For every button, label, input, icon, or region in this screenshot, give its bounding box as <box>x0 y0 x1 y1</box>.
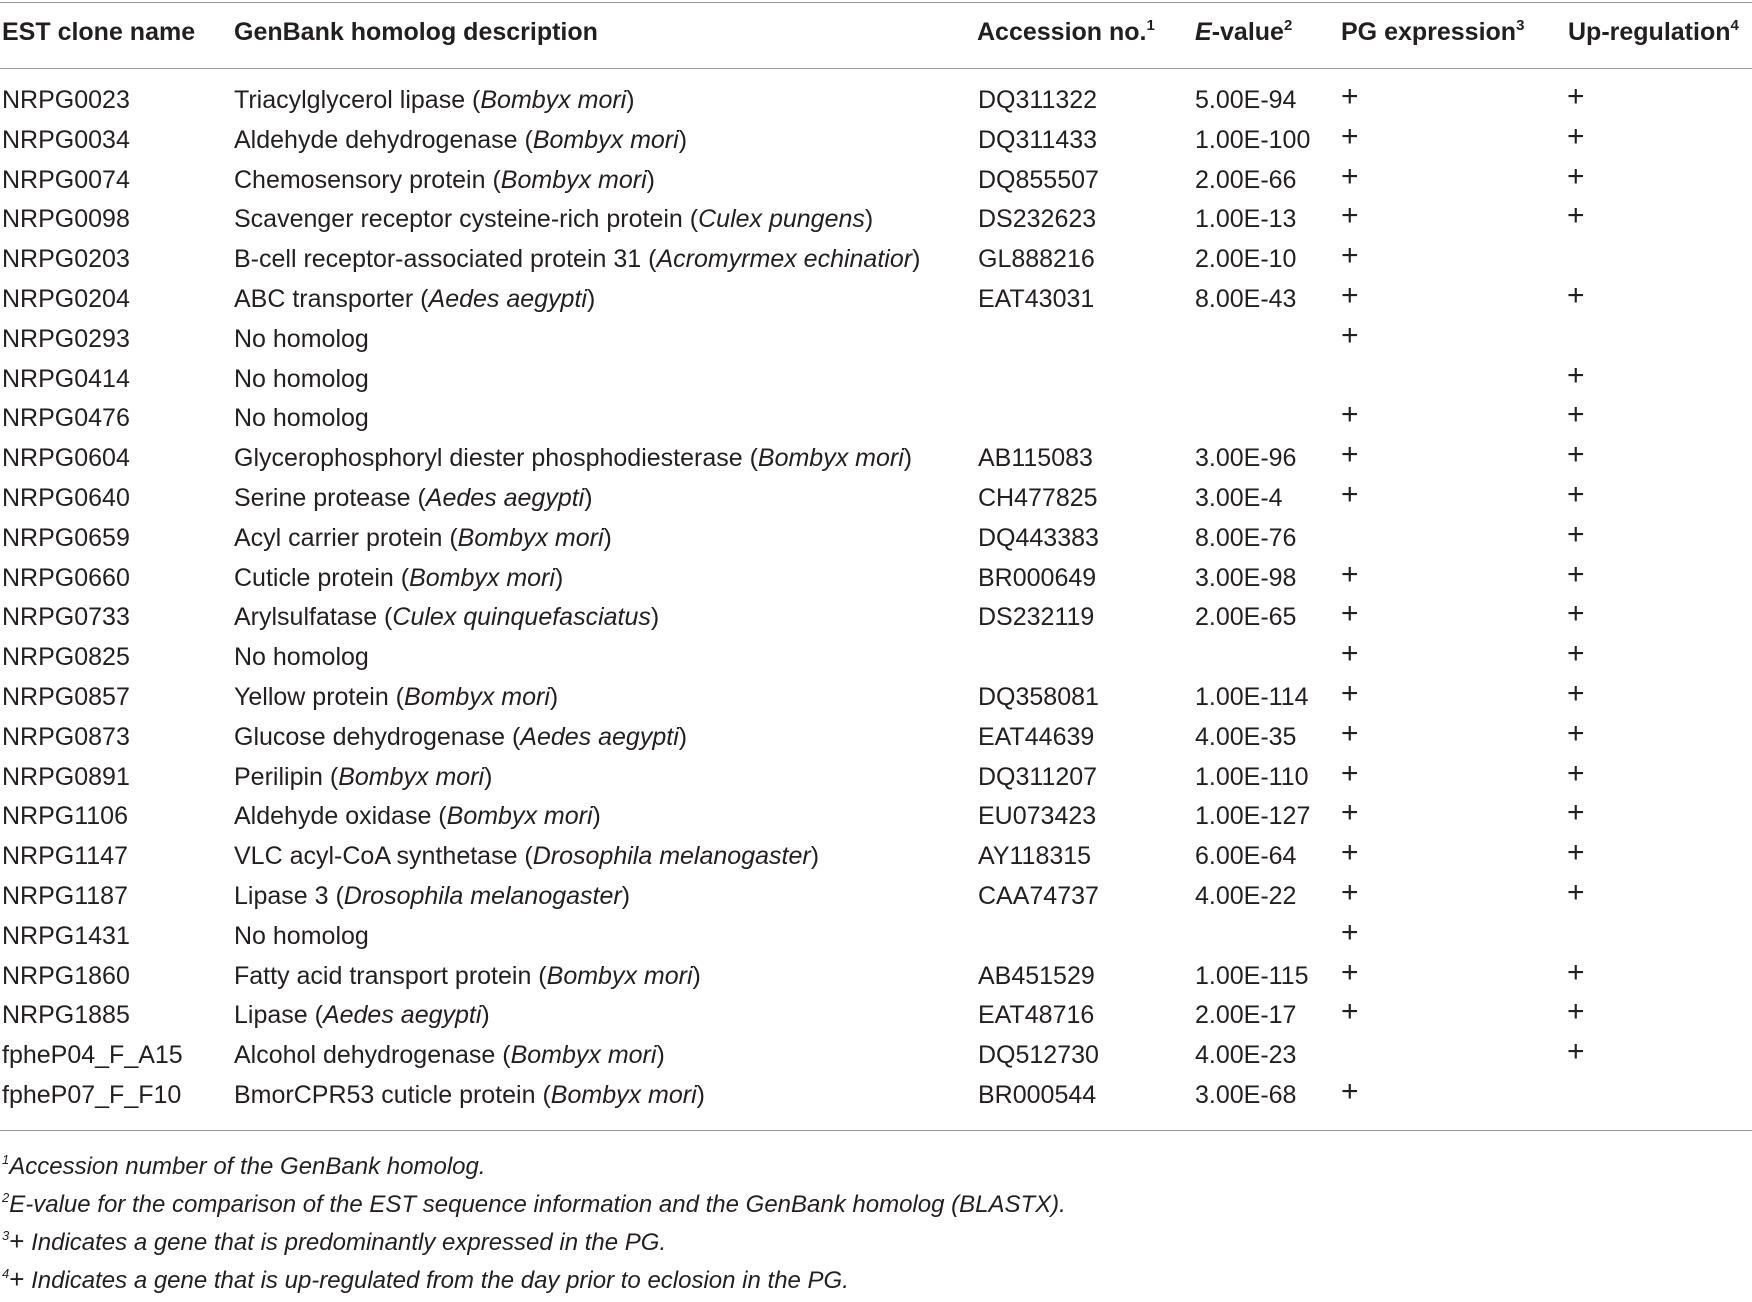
est-clone-name: NRPG0733 <box>2 603 130 632</box>
description-text: No homolog <box>234 921 369 950</box>
up-regulation-mark: + <box>1567 517 1585 551</box>
accession-number: AB451529 <box>978 961 1095 990</box>
up-regulation-mark: + <box>1567 875 1585 909</box>
description-text: Aldehyde oxidase ( <box>234 802 447 831</box>
est-clone-name: fpheP07_F_F10 <box>2 1080 182 1109</box>
description-text: No homolog <box>234 324 369 353</box>
species-name: Acromyrmex echinatior <box>656 245 913 274</box>
e-value: 2.00E-66 <box>1195 165 1297 194</box>
species-name: Bombyx mori <box>404 682 550 711</box>
description-close-paren: ) <box>554 563 564 592</box>
up-regulation-mark: + <box>1567 358 1585 392</box>
description-text: Cuticle protein ( <box>234 563 410 592</box>
homolog-description <box>234 1041 665 1070</box>
est-clone-name: NRPG0660 <box>2 563 130 592</box>
est-clone-name: NRPG0023 <box>2 86 130 114</box>
pg-expression-mark: + <box>1341 80 1359 113</box>
footnote <box>0 1264 1752 1302</box>
species-name: Culex quinquefasciatus <box>392 603 651 632</box>
e-value: 8.00E-76 <box>1195 523 1297 552</box>
e-value: 4.00E-35 <box>1195 722 1297 751</box>
up-regulation-mark: + <box>1567 477 1585 511</box>
species-name: Bombyx mori <box>409 563 555 592</box>
description-close-paren: ) <box>603 523 612 552</box>
accession-number: AY118315 <box>978 842 1092 871</box>
table-row <box>0 279 1752 319</box>
table-row <box>0 1075 1752 1115</box>
description-text: Arylsulfatase ( <box>234 603 393 632</box>
pg-expression-mark: + <box>1341 318 1359 352</box>
header-rule <box>0 68 1752 69</box>
est-clone-name: NRPG1431 <box>2 921 130 950</box>
est-clone-name: NRPG0476 <box>2 404 130 433</box>
pg-expression-mark: + <box>1341 796 1359 830</box>
homolog-description <box>234 444 912 473</box>
table-header <box>0 2 1752 68</box>
footnotes <box>0 1150 1752 1302</box>
description-text: ABC transporter ( <box>234 284 429 313</box>
table-row <box>0 916 1752 956</box>
header-e-value <box>1195 18 1292 47</box>
species-name: Bombyx mori <box>500 165 647 194</box>
e-value: 3.00E-4 <box>1195 483 1283 512</box>
header-up-regulation <box>1568 18 1739 47</box>
accession-number: BR000544 <box>978 1080 1097 1109</box>
description-close-paren: ) <box>656 1041 665 1070</box>
e-value: 1.00E-115 <box>1195 961 1309 990</box>
description-text: BmorCPR53 cuticle protein ( <box>234 1080 551 1109</box>
up-regulation-mark: + <box>1567 796 1585 830</box>
footnote <box>0 1188 1752 1226</box>
up-regulation-mark: + <box>1567 398 1585 432</box>
species-name: Bombyx mori <box>757 444 904 473</box>
header-est-clone-name: EST clone name <box>2 18 196 46</box>
pg-expression-mark: + <box>1341 637 1359 671</box>
species-name: Drosophila melanogaster <box>532 842 811 871</box>
est-clone-name: NRPG0293 <box>2 324 130 353</box>
e-value: 6.00E-64 <box>1195 842 1297 871</box>
accession-number: DQ358081 <box>978 682 1099 711</box>
homolog-description <box>234 763 492 792</box>
footnote-mark: 1 <box>2 1152 10 1167</box>
homolog-description <box>234 643 369 672</box>
table-row <box>0 677 1752 717</box>
table-row <box>0 478 1752 518</box>
est-clone-name: NRPG0659 <box>2 523 130 552</box>
footnote <box>0 1226 1752 1264</box>
accession-number: DQ512730 <box>978 1041 1099 1070</box>
species-name: Bombyx mori <box>338 762 485 791</box>
homolog-description <box>234 484 593 513</box>
e-value: 8.00E-43 <box>1195 284 1297 313</box>
footnote <box>0 1150 1752 1188</box>
up-regulation-mark: + <box>1567 159 1585 193</box>
accession-number: DQ443383 <box>978 523 1099 552</box>
description-close-paren: ) <box>646 165 655 194</box>
accession-number: EAT48716 <box>978 1001 1095 1030</box>
table-row <box>0 1035 1752 1075</box>
pg-expression-mark: + <box>1341 159 1359 193</box>
footnote-text: Accession number of the GenBank homolog. <box>9 1153 486 1180</box>
homolog-description <box>234 683 558 712</box>
header-accession-no <box>977 18 1155 47</box>
table-row <box>0 398 1752 438</box>
description-text: Yellow protein ( <box>234 682 405 711</box>
description-close-paren: ) <box>903 444 913 473</box>
species-name: Aedes aegypti <box>520 722 679 751</box>
accession-number: DQ311433 <box>978 125 1098 154</box>
description-close-paren: ) <box>586 284 596 313</box>
header-pg-label: PG expression <box>1341 18 1517 46</box>
e-value: 4.00E-22 <box>1195 881 1297 910</box>
homolog-description <box>234 245 920 274</box>
e-value: 2.00E-65 <box>1195 603 1297 632</box>
table-body <box>0 80 1752 1115</box>
accession-number: DQ855507 <box>978 165 1099 194</box>
up-regulation-mark: + <box>1567 80 1585 113</box>
description-text: Glycerophosphoryl diester phosphodiesterase ( <box>234 444 758 473</box>
accession-number: DQ311322 <box>978 86 1098 114</box>
table-row <box>0 637 1752 677</box>
pg-expression-mark: + <box>1341 438 1359 472</box>
e-value: 1.00E-13 <box>1195 205 1297 234</box>
e-value: 3.00E-98 <box>1195 563 1297 592</box>
e-value: 5.00E-94 <box>1195 86 1297 114</box>
species-name: Bombyx mori <box>457 523 604 552</box>
description-text: VLC acyl-CoA synthetase ( <box>234 842 533 871</box>
est-clone-name: NRPG0034 <box>2 125 130 154</box>
footnote-plus-symbol: + <box>9 1226 25 1256</box>
description-close-paren: ) <box>864 205 874 234</box>
header-up-footnote-mark: 4 <box>1730 17 1739 34</box>
e-value: 1.00E-100 <box>1195 125 1311 154</box>
est-clone-name: NRPG0098 <box>2 205 130 234</box>
homolog-description <box>234 205 873 234</box>
up-regulation-mark: + <box>1567 119 1585 153</box>
homolog-description <box>234 166 655 195</box>
e-value: 1.00E-110 <box>1195 762 1309 791</box>
homolog-description <box>234 126 687 155</box>
table-row <box>0 438 1752 478</box>
table-row <box>0 876 1752 916</box>
header-e-value-italic: E <box>1195 18 1212 46</box>
footnote-mark: 2 <box>2 1190 10 1205</box>
est-clone-name: NRPG1187 <box>2 881 128 910</box>
description-text: Perilipin ( <box>234 762 339 791</box>
pg-expression-mark: + <box>1341 955 1359 989</box>
description-text: No homolog <box>234 404 369 433</box>
pg-expression-mark: + <box>1341 199 1359 233</box>
species-name: Drosophila melanogaster <box>343 881 622 910</box>
pg-expression-mark: + <box>1341 119 1359 153</box>
accession-number: EAT43031 <box>978 284 1095 313</box>
up-regulation-mark: + <box>1567 995 1585 1029</box>
pg-expression-mark: + <box>1341 477 1359 511</box>
description-text: Lipase ( <box>234 1001 323 1030</box>
header-pg-footnote-mark: 3 <box>1516 17 1525 34</box>
description-close-paren: ) <box>696 1080 705 1109</box>
est-clone-name: NRPG0891 <box>2 762 130 791</box>
description-text: Fatty acid transport protein ( <box>234 961 547 990</box>
up-regulation-mark: + <box>1567 597 1585 631</box>
pg-expression-mark: + <box>1341 756 1359 790</box>
homolog-description <box>234 842 819 871</box>
e-value: 1.00E-127 <box>1195 802 1311 831</box>
est-clone-name: NRPG0604 <box>2 444 130 473</box>
e-value: 1.00E-114 <box>1195 682 1309 711</box>
description-close-paren: ) <box>484 762 493 791</box>
species-name: Bombyx mori <box>446 802 593 831</box>
e-value: 4.00E-23 <box>1195 1041 1297 1070</box>
pg-expression-mark: + <box>1341 557 1359 591</box>
description-text: Lipase 3 ( <box>234 881 344 910</box>
est-clone-name: NRPG0414 <box>2 364 130 393</box>
bottom-rule <box>0 1130 1752 1131</box>
table-row <box>0 717 1752 757</box>
description-close-paren: ) <box>549 682 559 711</box>
up-regulation-mark: + <box>1567 756 1585 790</box>
header-e-value-footnote-mark: 2 <box>1283 17 1293 34</box>
est-clone-name: fpheP04_F_A15 <box>2 1041 183 1070</box>
homolog-description <box>234 365 369 394</box>
accession-number: EU073423 <box>978 802 1097 831</box>
footnote-mark: 4 <box>2 1266 10 1281</box>
pg-expression-mark: + <box>1341 398 1359 432</box>
e-value: 2.00E-17 <box>1195 1001 1297 1030</box>
table-row <box>0 80 1752 120</box>
homolog-description <box>234 1081 705 1110</box>
homolog-description <box>234 524 612 553</box>
pg-expression-mark: + <box>1341 278 1359 312</box>
homolog-description <box>234 564 563 593</box>
est-clone-name: NRPG1147 <box>2 842 128 871</box>
table-row <box>0 757 1752 797</box>
up-regulation-mark: + <box>1567 836 1585 870</box>
homolog-description <box>234 1001 490 1030</box>
pg-expression-mark: + <box>1341 1074 1359 1108</box>
est-clone-name: NRPG0825 <box>2 643 130 672</box>
footnote-text: Indicates a gene that is predominantly expressed in the PG. <box>24 1229 667 1256</box>
description-text: Alcohol dehydrogenase ( <box>234 1041 511 1070</box>
homolog-description <box>234 882 630 911</box>
header-homolog-description: GenBank homolog description <box>234 18 598 46</box>
up-regulation-mark: + <box>1567 676 1585 710</box>
species-name: Aedes aegypti <box>425 483 585 512</box>
species-name: Bombyx mori <box>532 125 679 154</box>
accession-number: GL888216 <box>978 245 1095 274</box>
pg-expression-mark: + <box>1341 239 1359 273</box>
description-close-paren: ) <box>650 603 660 632</box>
description-text: B-cell receptor-associated protein 31 ( <box>234 245 657 274</box>
footnote-plus-symbol: + <box>9 1264 25 1294</box>
description-text: Triacylglycerol lipase ( <box>234 86 481 114</box>
description-text: Glucose dehydrogenase ( <box>234 722 521 751</box>
species-name: Bombyx mori <box>550 1080 697 1109</box>
homolog-description <box>234 404 369 433</box>
up-regulation-mark: + <box>1567 278 1585 312</box>
description-close-paren: ) <box>678 722 688 751</box>
accession-number: CH477825 <box>978 483 1098 512</box>
header-accession-label: Accession no. <box>977 18 1147 46</box>
description-text: Scavenger receptor cysteine-rich protein ( <box>234 205 699 234</box>
homolog-description <box>234 86 635 115</box>
up-regulation-mark: + <box>1567 438 1585 472</box>
header-accession-footnote-mark: 1 <box>1146 17 1155 34</box>
description-close-paren: ) <box>584 483 593 512</box>
description-text: No homolog <box>234 364 369 393</box>
homolog-description <box>234 285 595 314</box>
table-row <box>0 160 1752 200</box>
accession-number: DS232119 <box>978 603 1095 632</box>
homolog-description <box>234 922 369 951</box>
up-regulation-mark: + <box>1567 1035 1585 1069</box>
e-value: 2.00E-10 <box>1195 245 1297 274</box>
description-close-paren: ) <box>678 125 688 154</box>
description-text: Acyl carrier protein ( <box>234 523 458 552</box>
table-row <box>0 239 1752 279</box>
pg-expression-mark: + <box>1341 597 1359 631</box>
up-regulation-mark: + <box>1567 637 1585 671</box>
species-name: Bombyx mori <box>546 961 693 990</box>
table-row <box>0 995 1752 1035</box>
up-regulation-mark: + <box>1567 557 1585 591</box>
accession-number: EAT44639 <box>978 722 1095 751</box>
description-text: No homolog <box>234 643 369 672</box>
pg-expression-mark: + <box>1341 836 1359 870</box>
est-clone-name: NRPG0074 <box>2 165 130 194</box>
table-row <box>0 319 1752 359</box>
table-row <box>0 796 1752 836</box>
est-clone-name: NRPG0203 <box>2 245 130 274</box>
description-close-paren: ) <box>621 881 631 910</box>
footnote-text: Indicates a gene that is up-regulated from the day prior to eclosion in the PG. <box>24 1267 849 1294</box>
header-up-label: Up-regulation <box>1568 18 1731 46</box>
est-clone-name: NRPG0204 <box>2 284 130 313</box>
homolog-description <box>234 723 687 752</box>
pg-expression-mark: + <box>1341 716 1359 750</box>
up-regulation-mark: + <box>1567 199 1585 233</box>
est-clone-name: NRPG1885 <box>2 1001 130 1030</box>
table-row <box>0 199 1752 239</box>
pg-expression-mark: + <box>1341 915 1359 949</box>
description-text: Aldehyde dehydrogenase ( <box>234 125 533 154</box>
e-value: 3.00E-96 <box>1195 444 1297 473</box>
table-row <box>0 120 1752 160</box>
pg-expression-mark: + <box>1341 676 1359 710</box>
table-row <box>0 518 1752 558</box>
accession-number: BR000649 <box>978 563 1097 592</box>
est-clone-name: NRPG1106 <box>2 802 128 831</box>
species-name: Aedes aegypti <box>428 284 587 313</box>
description-close-paren: ) <box>626 86 635 114</box>
table-row <box>0 558 1752 598</box>
pg-expression-mark: + <box>1341 875 1359 909</box>
species-name: Aedes aegypti <box>322 1001 482 1030</box>
description-close-paren: ) <box>810 842 820 871</box>
description-close-paren: ) <box>592 802 601 831</box>
est-clone-name: NRPG0873 <box>2 722 130 751</box>
accession-number: AB115083 <box>978 444 1093 473</box>
description-close-paren: ) <box>481 1001 490 1030</box>
est-clone-name: NRPG0640 <box>2 483 130 512</box>
accession-number: DQ311207 <box>978 762 1098 791</box>
table-row <box>0 359 1752 399</box>
footnote-mark: 3 <box>2 1228 10 1243</box>
table-row <box>0 597 1752 637</box>
table-row <box>0 956 1752 996</box>
description-text: Serine protease ( <box>234 483 426 512</box>
up-regulation-mark: + <box>1567 716 1585 750</box>
homolog-description <box>234 325 369 354</box>
description-text: Chemosensory protein ( <box>234 165 501 194</box>
table-row <box>0 836 1752 876</box>
homolog-description <box>234 962 701 991</box>
e-value: 3.00E-68 <box>1195 1080 1297 1109</box>
species-name: Bombyx mori <box>480 86 627 114</box>
species-name: Bombyx mori <box>510 1041 657 1070</box>
footnote-text: E-value for the comparison of the EST sequence information and the GenBank homolog (BLASTX). <box>9 1191 1066 1218</box>
description-close-paren: ) <box>912 245 921 274</box>
up-regulation-mark: + <box>1567 955 1585 989</box>
species-name: Culex pungens <box>698 205 865 234</box>
accession-number: CAA74737 <box>978 881 1099 910</box>
header-e-value-rest: -value <box>1211 18 1284 46</box>
est-clone-name: NRPG1860 <box>2 961 130 990</box>
header-pg-expression <box>1341 18 1524 47</box>
est-clone-name: NRPG0857 <box>2 682 130 711</box>
homolog-description <box>234 603 659 632</box>
pg-expression-mark: + <box>1341 995 1359 1029</box>
accession-number: DS232623 <box>978 205 1097 234</box>
description-close-paren: ) <box>692 961 701 990</box>
homolog-description <box>234 802 601 831</box>
